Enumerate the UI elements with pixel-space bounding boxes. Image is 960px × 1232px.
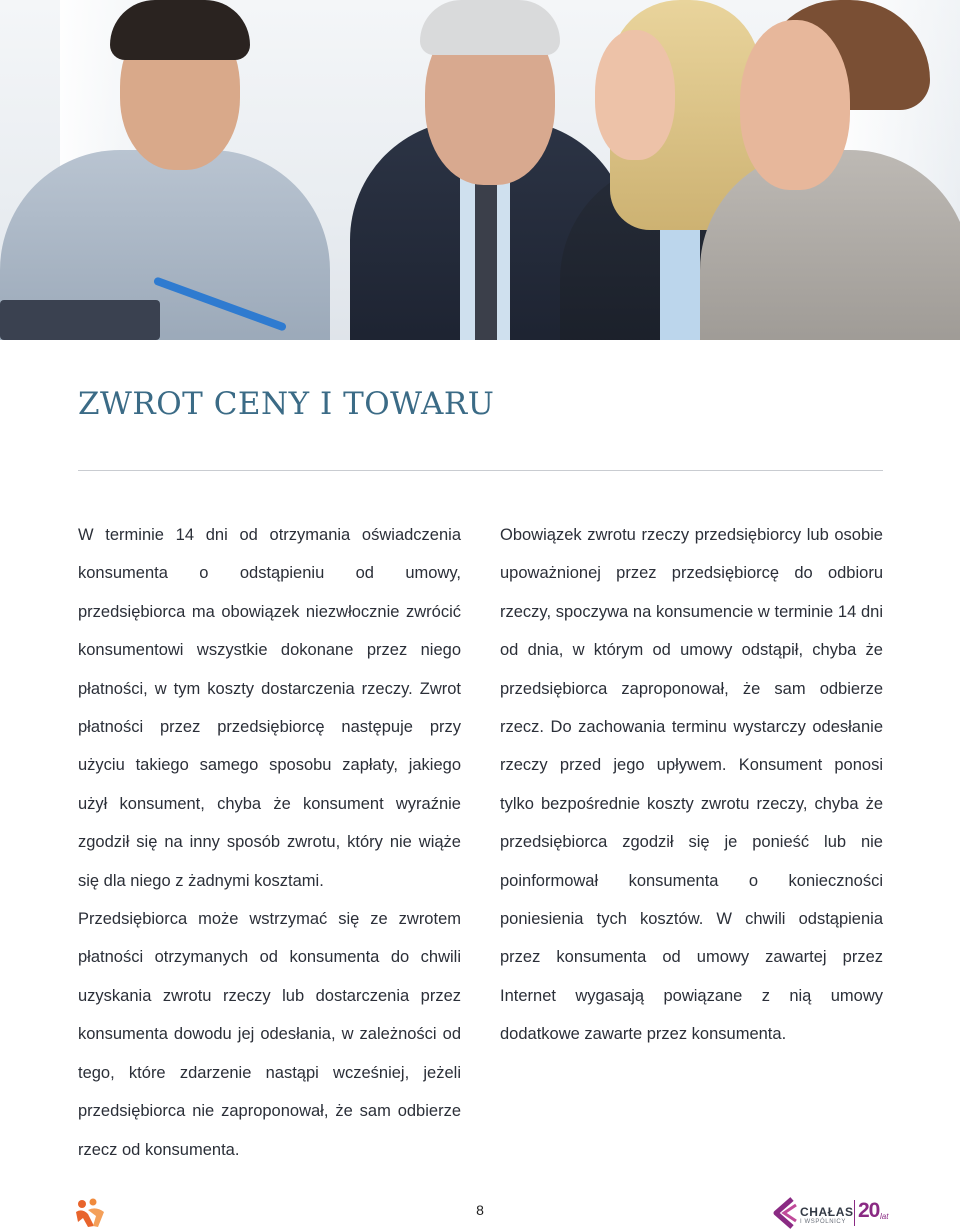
chalas-logo-icon <box>770 1196 798 1230</box>
page-title: ZWROT CENY I TOWARU <box>78 386 495 422</box>
hero-photo <box>0 0 960 340</box>
left-column <box>78 516 461 1169</box>
people-logo-icon <box>74 1198 108 1228</box>
person-young-man <box>0 0 340 340</box>
paragraph: Obowiązek zwrotu rzeczy przedsiębiorcy lub osobie upoważnionej przez przedsiębiorcę do odbioru rzeczy, spoczywa na konsumencie w terminie 14 dni od dnia, w którym od umowy odstąpił, chyba że przedsiębiorca zaproponował, że sam odbierze rzecz. Do zachowania terminu wystarczy odesłanie rzeczy przed jego upływem. Konsument ponosi tylko bezpośrednie koszty zwrotu rzeczy, chyba że przedsiębiorca zgodził się je ponieść lub nie poinformował konsumenta o konieczności poniesienia tych kosztów. W chwili odstąpienia przez konsumenta od umowy zawartej przez Internet wygasają powiązane z nią umowy dodatkowe zawarte przez konsumenta. <box>500 526 883 1044</box>
paragraph: Przedsiębiorca może wstrzymać się ze zwrotem płatności otrzymanych od konsumenta do chwili uzyskania zwrotu rzeczy lub dostarczenia przez konsumenta dowodu jej odesłania, w zależności od tego, które zdarzenie nastąpi wcześniej, jeżeli przedsiębiorca nie zaproponował, że sam odbierze rzecz od konsumenta. <box>78 910 461 1159</box>
brand-divider <box>854 1200 855 1226</box>
person-brunette-woman <box>700 0 960 340</box>
right-column <box>500 516 883 1054</box>
brand-years: 20 <box>858 1199 880 1222</box>
page-number: 8 <box>476 1202 484 1218</box>
paragraph: W terminie 14 dni od otrzymania oświadczenia konsumenta o odstąpieniu od umowy, przedsiębiorca ma obowiązek niezwłocznie zwrócić konsumentowi wszystkie dokonane przez niego płatności, w tym koszty dostarczenia rzeczy. Zwrot płatności przez przedsiębiorcę następuje przy użyciu takiego samego sposobu zapłaty, jakiego użył konsument, chyba że konsument wyraźnie zgodził się na inny sposób zwrotu, który nie wiąże się dla niego z żadnymi kosztami. <box>78 526 461 890</box>
brand-name: CHAŁAS <box>800 1205 854 1219</box>
brand-logo <box>770 1196 890 1230</box>
brand-years-suffix: lat <box>880 1212 889 1221</box>
brand-subtitle: I WSPÓLNICY <box>800 1219 846 1225</box>
title-divider <box>78 470 883 471</box>
